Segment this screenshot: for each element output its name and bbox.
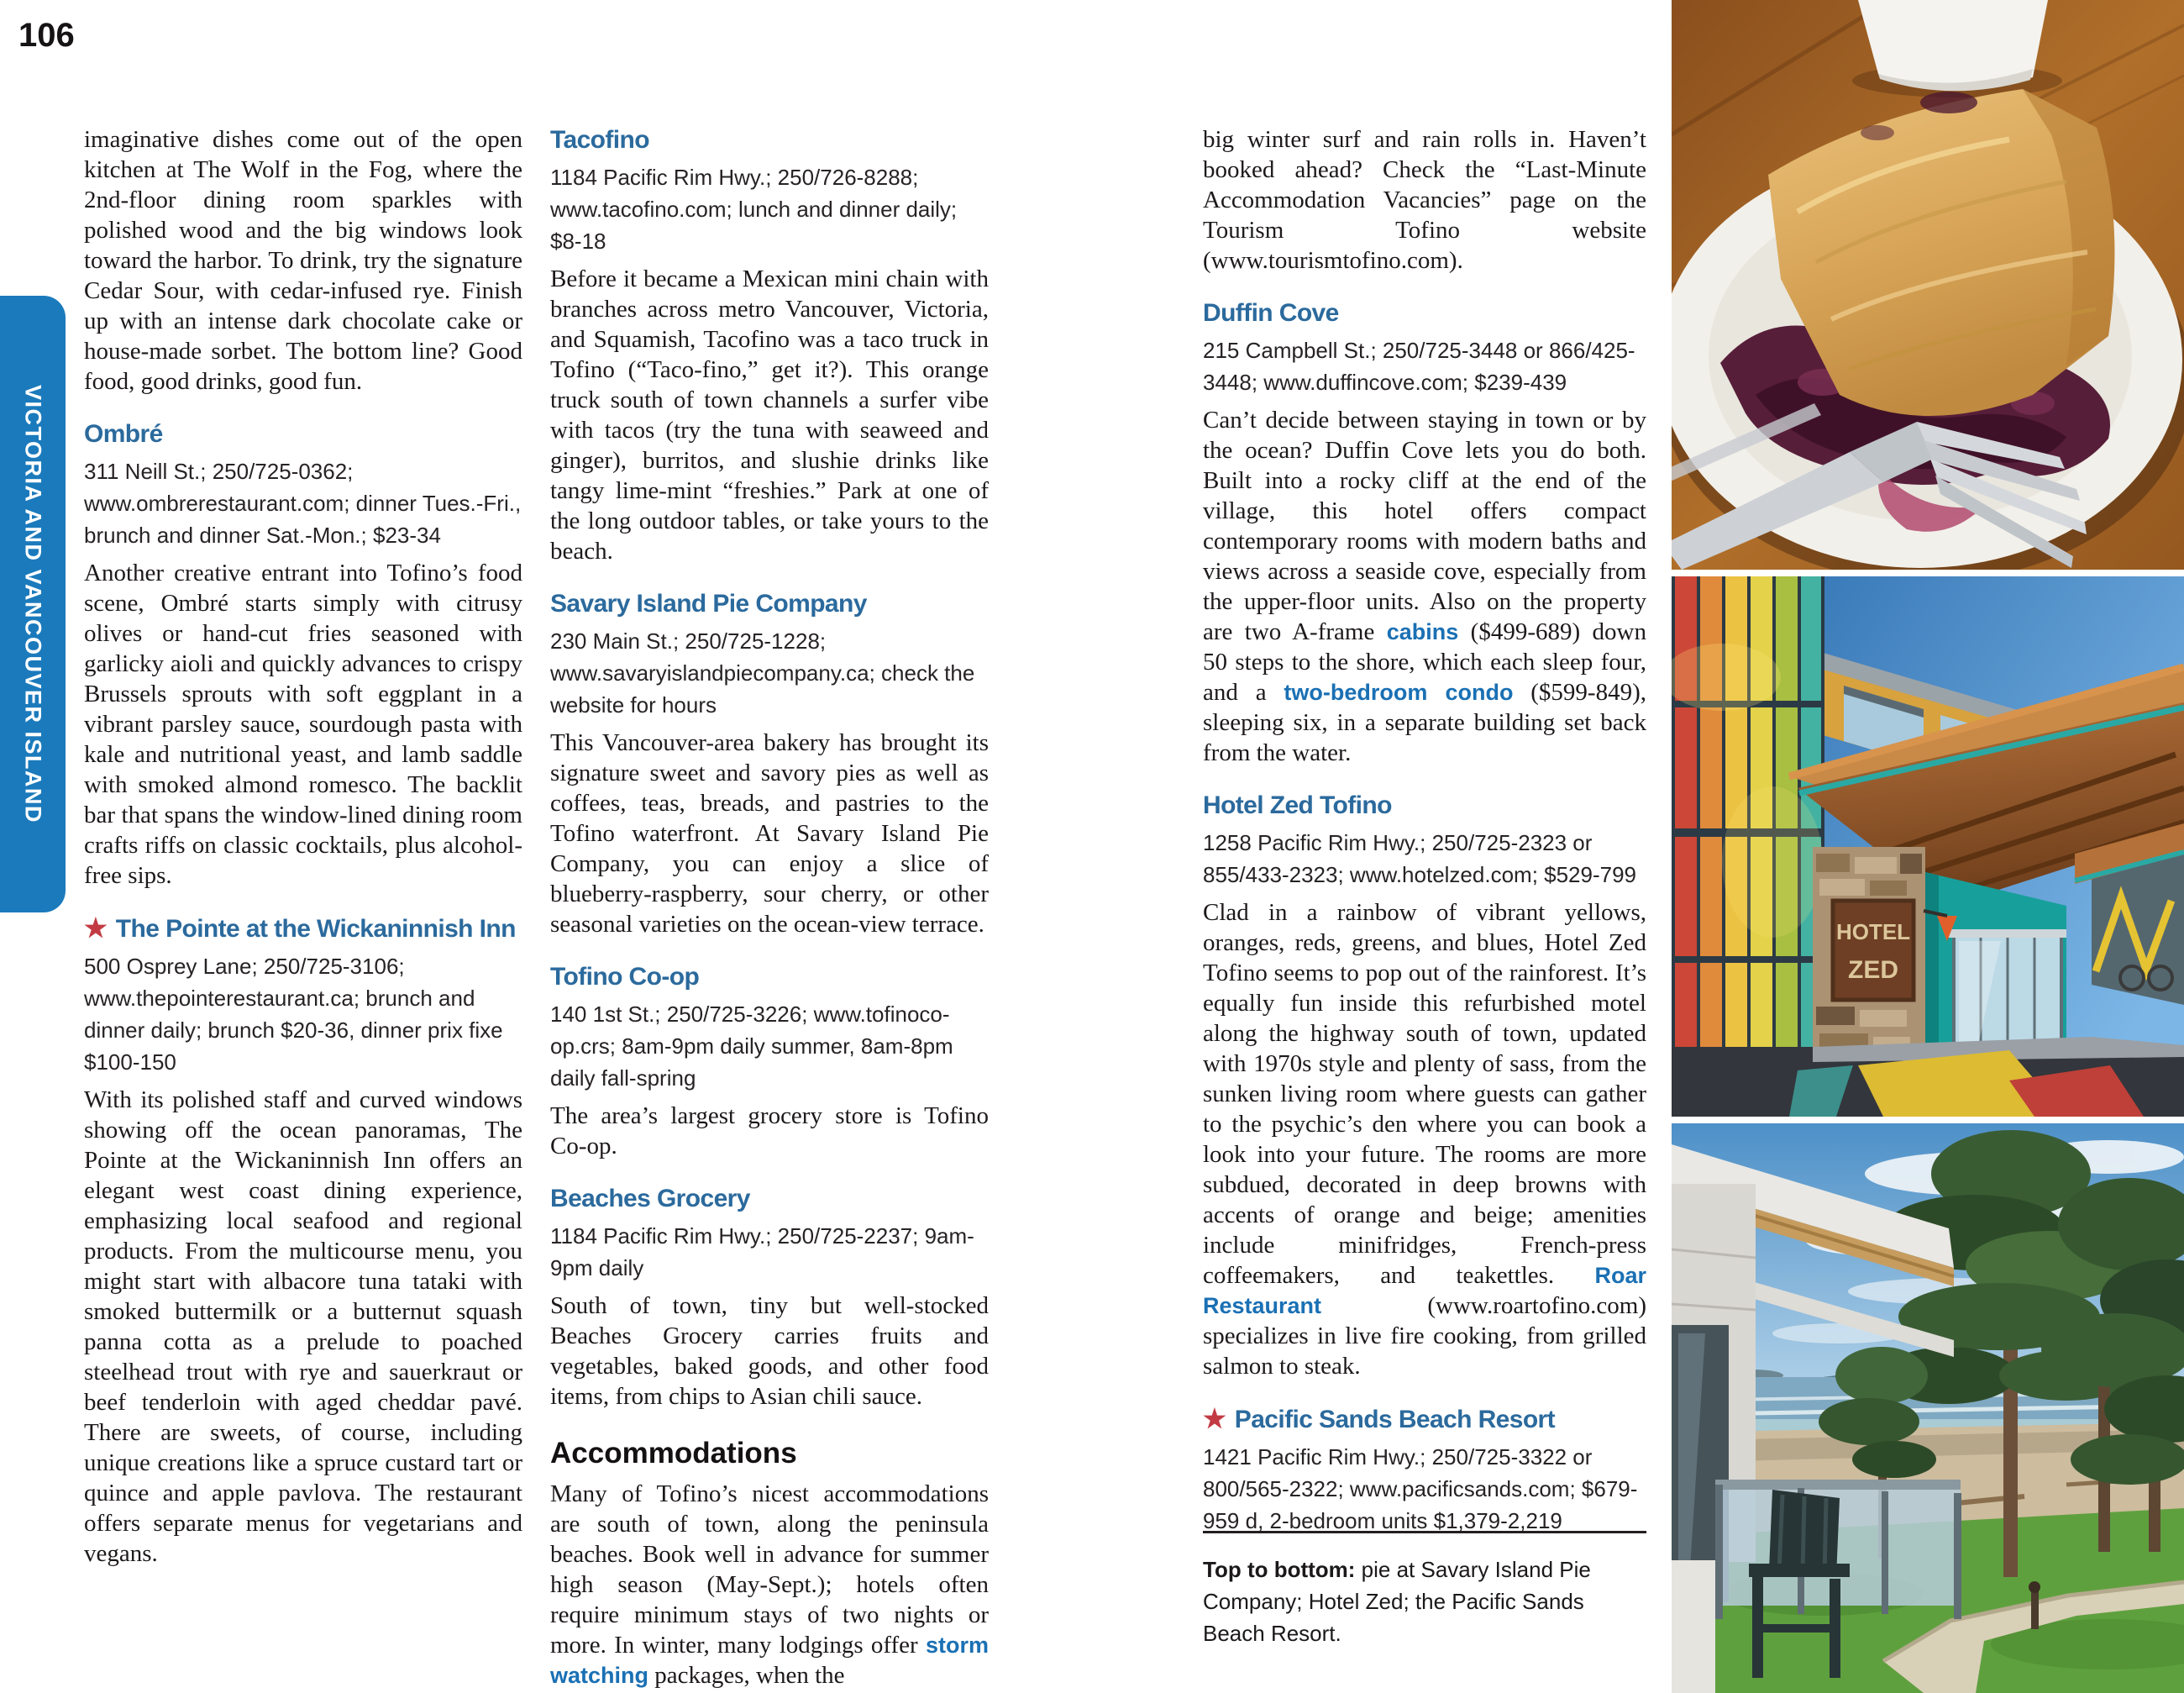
listing-the-pointe xyxy=(84,912,522,1569)
chapter-tab-label: VICTORIA AND VANCOUVER ISLAND xyxy=(20,384,46,824)
paragraph-text: Many of Tofino’s nicest accommodations are south of town, along the peninsula beaches. Book well in advance for summer high season (May-Sept.); hotels often require minimum stays of two nights or more. In winter, many lodgings offer xyxy=(550,1480,989,1659)
listing-description: Before it became a Mexican mini chain with branches across metro Vancouver, Victoria, and Squamish, Tacofino was a taco truck in Tofino (“Taco-fino,” get it?). This orange truck south of town channels a surfer vibe with tacos (try the tuna with seaweed and ginger), burritos, and slushie drinks like tangy lime-mint “freshies.” Park at one of the long outdoor tables, or take yours to the beach. xyxy=(550,266,989,565)
listing-title-text: Tofino Co-op xyxy=(550,963,700,991)
listing-tofino-coop xyxy=(550,961,989,1161)
column-2 xyxy=(550,124,989,1690)
caption-lead: Top to bottom: xyxy=(1203,1557,1356,1582)
paragraph-text: Can’t decide between staying in town or by the ocean? Duffin Cove lets you do both. Built into a rocky cliff at the end of the village, this hotel offers compact contemporary rooms with modern baths and views across a seaside cove, especially from the upper-floor units. Also on the property are two A-frame xyxy=(1203,407,1646,645)
beach-resort-photo xyxy=(1672,1123,2184,1693)
two-bedroom-condo-reference: two-bedroom condo xyxy=(1284,680,1514,705)
pie-photo-graphic xyxy=(1672,0,2184,570)
listing-description xyxy=(1203,405,1646,768)
listing-details: 1421 Pacific Rim Hwy.; 250/725-3322 or 800/565-2322; www.pacificsands.com; $679-959 d, 2-bedroom units $1,379-2,219 xyxy=(1203,1444,1638,1533)
listing-description: The area’s largest grocery store is Tofino Co-op. xyxy=(550,1102,989,1159)
listing-details: 215 Campbell St.; 250/725-3448 or 866/425-3448; www.duffincove.com; $239-439 xyxy=(1203,338,1635,395)
page-number: 106 xyxy=(18,17,75,54)
roar-restaurant-reference: Roar Restaurant xyxy=(1203,1263,1646,1318)
listing-details: 311 Neill St.; 250/725-0362; www.ombrerestaurant.com; dinner Tues.-Fri., brunch and dinner Sat.-Mon.; $23-34 xyxy=(84,459,522,548)
listing-title-text: Pacific Sands Beach Resort xyxy=(1234,1406,1556,1433)
pie-photo xyxy=(1672,0,2184,570)
listing-description: With its polished staff and curved windows showing off the ocean panoramas, The Pointe at the Wickaninnish Inn offers an elegant west coast dining experience, emphasizing local seafood and regional products. From the multicourse menu, you might start with albacore tuna tataki with smoked buttermilk or a butternut squash panna cotta as a prelude to poached steelhead trout with rye and sauerkraut or beef tenderloin with aged cheddar pavé. There are sweets, of course, including unique creations like a spruce custard tart or quince and apple pavlova. The restaurant offers separate menus for vegetarians and vegans. xyxy=(84,1086,522,1567)
listing-savary-island-pie xyxy=(550,588,989,939)
listing-title xyxy=(550,588,989,620)
photo-caption-block xyxy=(1203,1531,1646,1649)
listing-beaches-grocery xyxy=(550,1183,989,1412)
star-icon: ★ xyxy=(84,913,108,943)
listing-title xyxy=(550,1183,989,1215)
listing-title-text: Beaches Grocery xyxy=(550,1185,750,1212)
listing-title xyxy=(1203,790,1646,822)
listing-title xyxy=(84,912,522,945)
paragraph-text: packages, when the xyxy=(648,1662,845,1689)
section-heading-accommodations: Accommodations xyxy=(550,1437,797,1470)
continuation-paragraph: big winter surf and rain rolls in. Haven’t booked ahead? Check the “Last-Minute Accommodation Vacancies” page on the Tourism Tofino website (www.tourismtofino.com). xyxy=(1203,126,1646,274)
photo-caption xyxy=(1203,1554,1646,1649)
rainbow-facade xyxy=(1672,576,1824,1062)
storm-watching-reference: storm watching xyxy=(550,1633,989,1688)
listing-details: 1184 Pacific Rim Hwy.; 250/726-8288; www.tacofino.com; lunch and dinner daily; $8-18 xyxy=(550,165,958,254)
cabins-reference: cabins xyxy=(1386,619,1459,644)
listing-details: 1184 Pacific Rim Hwy.; 250/725-2237; 9am-9pm daily xyxy=(550,1223,974,1280)
hotel-zed-sign xyxy=(1833,901,1914,1000)
listing-title xyxy=(550,124,989,156)
listing-title xyxy=(1203,1403,1646,1436)
listing-details: 500 Osprey Lane; 250/725-3106; www.thepointerestaurant.ca; brunch and dinner daily; brunch $20-36, dinner prix fixe $100-150 xyxy=(84,954,503,1075)
svg-text:ZED: ZED xyxy=(1848,956,1898,984)
svg-text:HOTEL: HOTEL xyxy=(1835,919,1911,944)
listing-ombre xyxy=(84,418,522,891)
listing-title-text: Tacofino xyxy=(550,126,649,154)
listing-title xyxy=(550,961,989,993)
paragraph-text: Clad in a rainbow of vibrant yellows, oranges, reds, greens, and blues, Hotel Zed Tofino seems to pop out of the rainforest. It’s equally fun inside this refurbished motel along the highway south of town, updated with 1970s style and plenty of sass, from the sunken living room where guests can gather to the psychic’s den where you can book a look into your future. The rooms are more subdued, decorated in deep browns with accents of orange and beige; amenities include minifridges, French-press coffeemakers, and teakettles. xyxy=(1203,899,1646,1289)
chapter-tab xyxy=(0,296,66,912)
listing-details: 140 1st St.; 250/725-3226; www.tofinoco-op.crs; 8am-9pm daily summer, 8am-8pm daily fall-spring xyxy=(550,1002,953,1091)
listing-title-text: Savary Island Pie Company xyxy=(550,590,867,618)
listing-title-text: The Pointe at the Wickaninnish Inn xyxy=(115,915,516,943)
listing-details: 230 Main St.; 250/725-1228; www.savaryislandpiecompany.ca; check the website for hours xyxy=(550,628,975,718)
paragraph-text: ($499-689) down 50 steps to the shore, which each sleep four, and a xyxy=(1203,618,1647,706)
star-icon: ★ xyxy=(1203,1404,1226,1433)
hotel-zed-photo-graphic xyxy=(1672,576,2184,1117)
accommodations-intro xyxy=(550,1479,989,1690)
listing-hotel-zed xyxy=(1203,790,1646,1381)
column-3 xyxy=(1203,124,1646,1543)
listing-details: 1258 Pacific Rim Hwy.; 250/725-2323 or 855/433-2323; www.hotelzed.com; $529-799 xyxy=(1203,830,1637,887)
caption-text: pie at Savary Island Pie Company; Hotel Zed; the Pacific Sands Beach Resort. xyxy=(1203,1557,1591,1646)
listing-title-text: Hotel Zed Tofino xyxy=(1203,791,1392,819)
hotel-zed-photo xyxy=(1672,576,2184,1117)
listing-title xyxy=(84,418,522,450)
listing-tacofino xyxy=(550,124,989,566)
listing-duffin-cove xyxy=(1203,297,1646,768)
paragraph-text: (www.roartofino.com) specializes in live fire cooking, from grilled salmon to steak. xyxy=(1203,1292,1646,1380)
listing-pacific-sands xyxy=(1203,1403,1646,1537)
paragraph-text: ($599-849), sleeping six, in a separate building set back from the water. xyxy=(1203,679,1646,766)
listing-title-text: Duffin Cove xyxy=(1203,299,1339,327)
beach-resort-photo-graphic xyxy=(1672,1123,2184,1693)
column-1 xyxy=(84,124,522,1569)
listing-title-text: Ombré xyxy=(84,420,163,448)
listing-title xyxy=(1203,297,1646,329)
listing-description: This Vancouver-area bakery has brought its signature sweet and savory pies as well as coffees, teas, breads, and pastries to the Tofino waterfront. At Savary Island Pie Company, you can enjoy a slice of blueberry-raspberry, sour cherry, or other seasonal varieties on the ocean-view terrace. xyxy=(550,729,989,938)
listing-description: South of town, tiny but well-stocked Beaches Grocery carries fruits and vegetables, baked goods, and other food items, from chips to Asian chili sauce. xyxy=(550,1292,989,1410)
intro-paragraph: imaginative dishes come out of the open kitchen at The Wolf in the Fog, where the 2nd-floor dining room sparkles with polished wood and the big windows look toward the harbor. To drink, try the signature Cedar Sour, with cedar-infused rye. Finish up with an intense dark chocolate cake or house-made sorbet. The bottom line? Good food, good drinks, good fun. xyxy=(84,126,522,395)
listing-description: Another creative entrant into Tofino’s food scene, Ombré starts simply with citrusy olives or hand-cut fries seasoned with garlicky aioli and quickly advances to crispy Brussels sprouts with soft eggplant in a vibrant parsley sauce, sourdough pasta with kale and nutritional yeast, and lamb saddle with smoked almond romesco. The backlit bar that spans the window-lined dining room crafts riffs on classic cocktails, plus alcohol-free sips. xyxy=(84,560,522,889)
listing-description xyxy=(1203,897,1646,1381)
